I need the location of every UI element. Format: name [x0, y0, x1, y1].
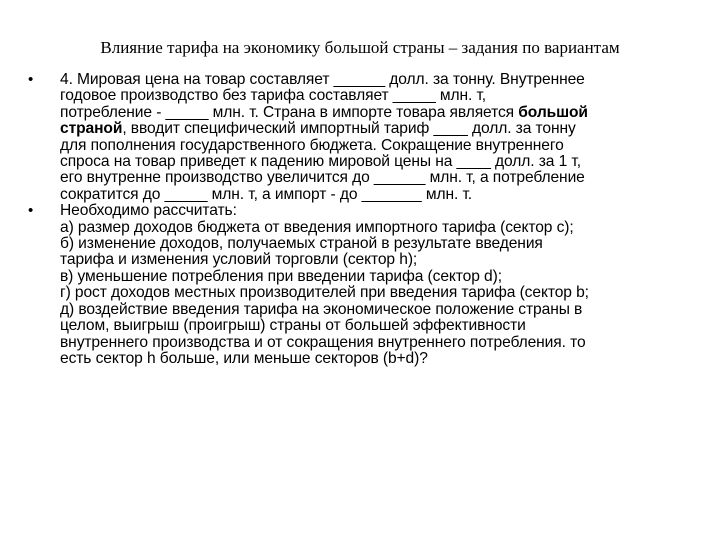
text-line: в) уменьшение потребления при введении тарифа (сектор d);: [60, 267, 502, 285]
text-line: его внутренне производство увеличится до ______ млн. т, а потребление: [60, 169, 585, 187]
text-line: есть сектор h больше, или меньше секторов (b+d)?: [60, 349, 428, 367]
text-span: потребление - _____ млн. т. Страна в импорте товара является: [60, 103, 519, 121]
bold-text: большой: [518, 103, 588, 121]
text-line: 4. Мировая цена на товар составляет ______ долл. за тонну. Внутреннее: [60, 71, 585, 88]
bullet-icon: •: [28, 71, 34, 88]
list-item: [28, 203, 698, 367]
text-line: г) рост доходов местных производителей при введения тарифа (сектор b;: [60, 284, 589, 302]
slide-title: Влияние тарифа на экономику большой страны – задания по вариантам: [100, 38, 620, 57]
text-line: годовое производство без тарифа составляет _____ млн. т,: [60, 87, 487, 105]
text-line: целом, выигрыш (проигрыш) страны от большей эффективности: [60, 317, 526, 335]
bullet-icon: •: [28, 202, 34, 220]
bullet-list: [28, 72, 698, 367]
text-line: [60, 105, 698, 121]
text-line: а) размер доходов бюджета от введения импортного тарифа (сектор с);: [60, 218, 574, 236]
text-line: б) изменение доходов, получаемых страной в результате введения: [60, 235, 543, 253]
text-line: д) воздействие введения тарифа на экономическое положение страны в: [60, 300, 583, 318]
bold-text: страной: [60, 120, 123, 138]
text-line: Необходимо рассчитать:: [60, 202, 237, 220]
text-line: тарифа и изменения условий торговли (сектор h);: [60, 251, 418, 269]
text-line: [60, 121, 698, 137]
text-span: , вводит специфический импортный тариф ____ долл. за тонну: [122, 120, 576, 138]
text-line: сократится до _____ млн. т, а импорт - до _______ млн. т.: [60, 185, 473, 203]
text-line: внутреннего производства и от сокращения внутреннего потребления. то: [60, 333, 586, 351]
text-line: для пополнения государственного бюджета. Сокращение внутреннего: [60, 136, 564, 154]
text-line: спроса на товар приведет к падению мировой цены на ____ долл. за 1 т,: [60, 153, 581, 171]
list-item: [28, 72, 698, 203]
